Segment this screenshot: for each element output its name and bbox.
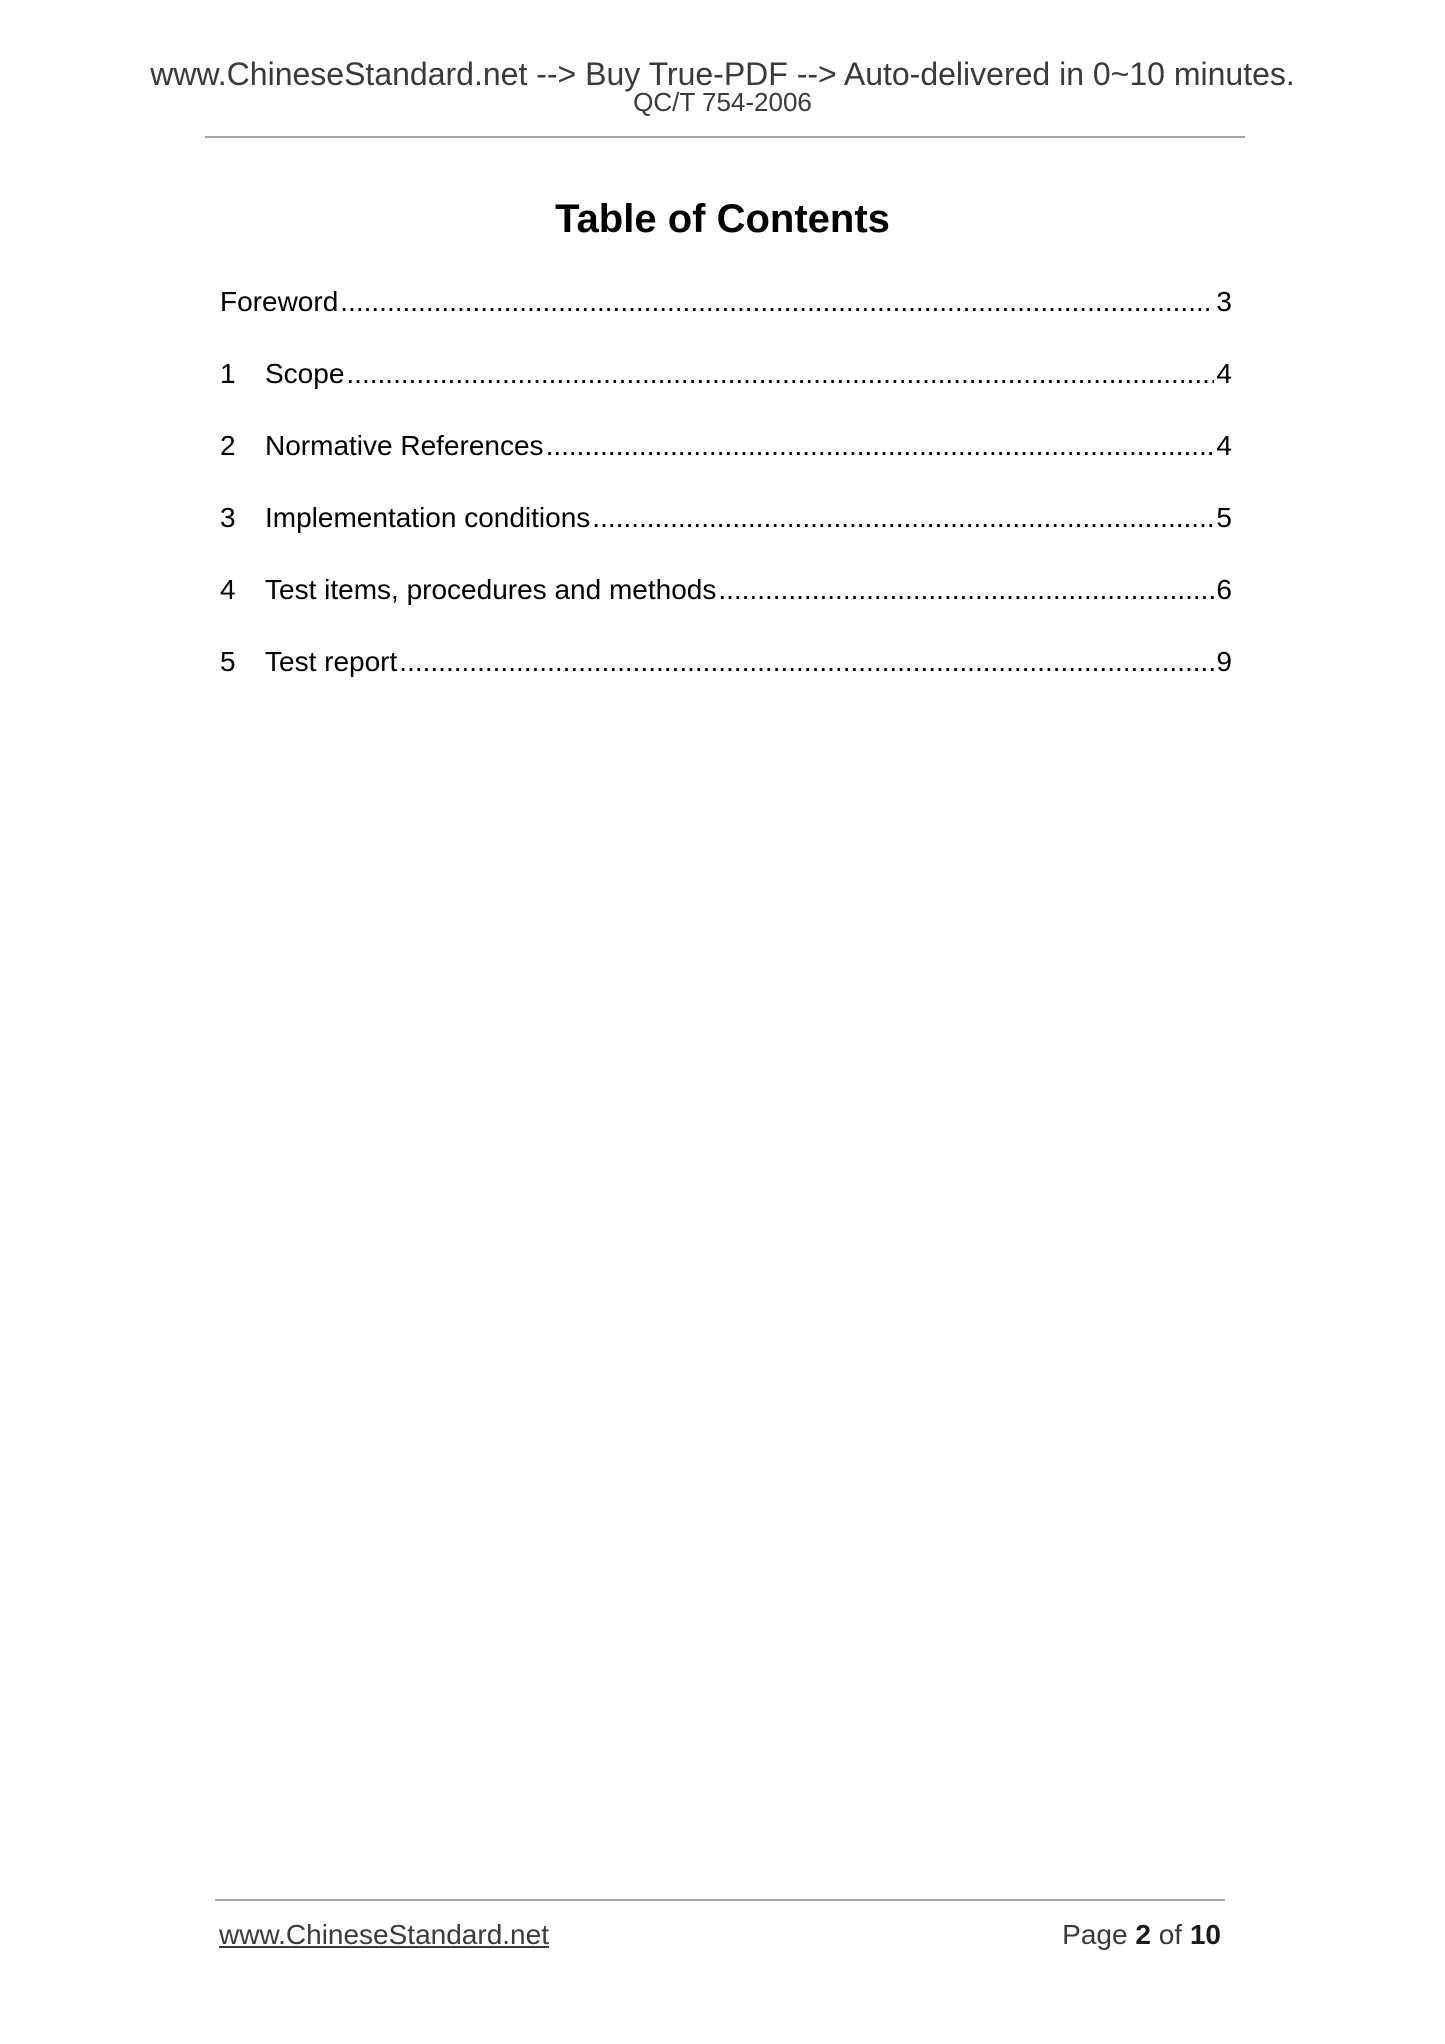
toc-entry-test-report[interactable] <box>220 642 1232 714</box>
header-banner: www.ChineseStandard.net --> Buy True-PDF --> Auto-delivered in 0~10 minutes. <box>150 56 1295 92</box>
toc-dot-leader <box>592 498 1214 538</box>
toc-entry-normative-references[interactable] <box>220 426 1232 498</box>
header-divider <box>205 136 1245 138</box>
toc-entry-implementation-conditions[interactable] <box>220 498 1232 570</box>
toc-entry-page: 3 <box>1216 286 1232 317</box>
toc-dot-leader <box>340 282 1214 322</box>
standard-code: QC/T 754-2006 <box>633 87 812 117</box>
toc-entry-title: Foreword <box>220 286 339 317</box>
toc-entry-number: 1 <box>220 358 236 389</box>
page-of-label: of <box>1158 1919 1183 1950</box>
toc-entry-title: Implementation conditions <box>265 502 591 533</box>
toc-entry-page: 5 <box>1216 502 1232 533</box>
toc-dot-leader <box>346 354 1214 394</box>
current-page-number: 2 <box>1135 1919 1151 1950</box>
toc-dot-leader <box>399 642 1214 682</box>
toc-entry-number: 2 <box>220 430 236 461</box>
toc-entry-number: 3 <box>220 502 236 533</box>
toc-dot-leader <box>718 570 1214 610</box>
page-label: Page <box>1062 1919 1128 1950</box>
toc-entry-foreword[interactable] <box>220 282 1232 354</box>
page-number-indicator <box>1062 1918 1221 1952</box>
footer-divider <box>215 1899 1225 1901</box>
toc-entry-page: 4 <box>1216 358 1232 389</box>
toc-entry-page: 9 <box>1216 646 1232 677</box>
toc-entry-title: Scope <box>265 358 345 389</box>
table-of-contents <box>220 282 1232 714</box>
toc-entry-page: 4 <box>1216 430 1232 461</box>
page-title: Table of Contents <box>555 197 890 241</box>
toc-entry-title: Test report <box>265 646 398 677</box>
total-page-count: 10 <box>1189 1919 1221 1950</box>
toc-entry-scope[interactable] <box>220 354 1232 426</box>
toc-entry-title: Normative References <box>265 430 544 461</box>
toc-entry-title: Test items, procedures and methods <box>265 574 717 605</box>
toc-entry-page: 6 <box>1216 574 1232 605</box>
footer-site-link[interactable]: www.ChineseStandard.net <box>219 1919 549 1950</box>
toc-entry-number: 4 <box>220 574 236 605</box>
toc-entry-test-items[interactable] <box>220 570 1232 642</box>
toc-entry-number: 5 <box>220 646 236 677</box>
toc-dot-leader <box>546 426 1215 466</box>
